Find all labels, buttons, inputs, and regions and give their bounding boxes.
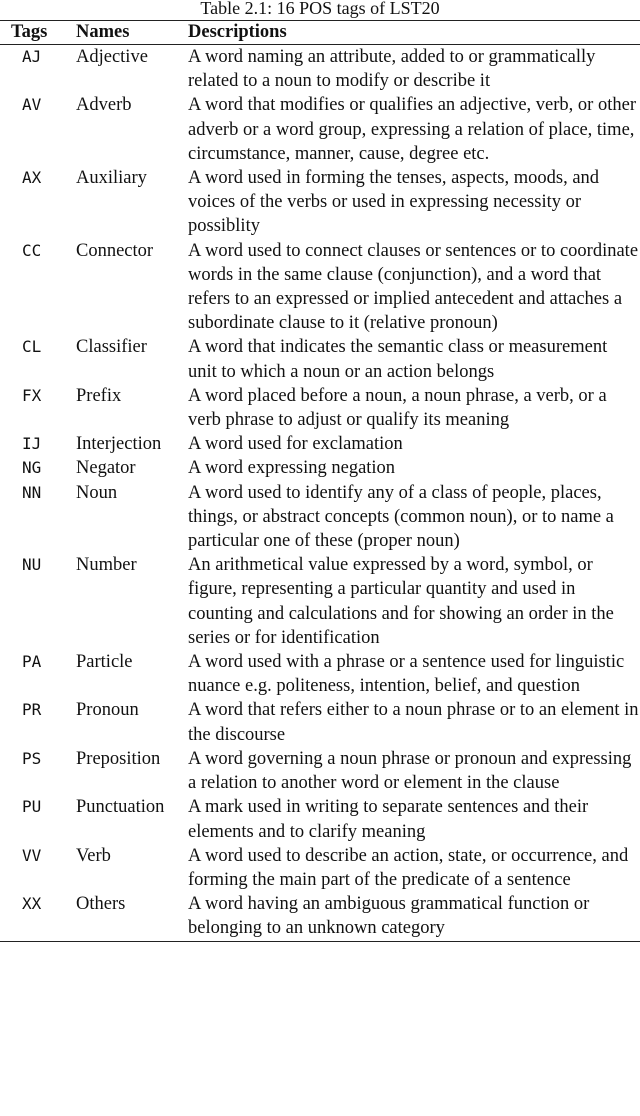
name-cell: Pronoun: [76, 700, 139, 721]
name-cell: Adverb: [76, 95, 132, 116]
desc-cell: A word used in forming the tenses, aspects, moods, and voices of the verbs or used in expressing necessity or possiblity: [188, 168, 600, 237]
tag-cell: VV: [22, 845, 42, 865]
tag-cell: XX: [22, 894, 42, 914]
name-cell: Adjective: [76, 47, 148, 67]
desc-cell: A word used to identify any of a class of people, places, things, or abstract concepts (common noun), or to name a particular one of these (proper noun): [188, 482, 614, 552]
desc-cell: A mark used in writing to separate sentences and their elements and to clarify meaning: [188, 797, 589, 842]
table-row: [0, 456, 640, 480]
header-names: Names: [76, 22, 130, 42]
table-row: [0, 892, 640, 941]
tag-cell: CL: [22, 337, 42, 357]
tag-cell: PS: [22, 748, 42, 768]
desc-cell: A word used to connect clauses or sentences or to coordinate words in the same clause (conjunction), and a word that refers to an expressed or implied antecedent and attaches a subordinate clause to it (relative pronoun): [188, 240, 639, 334]
table-row: [0, 698, 640, 746]
name-cell: Noun: [76, 482, 118, 503]
desc-cell: A word placed before a noun, a noun phrase, a verb, or a verb phrase to adjust or qualify its meaning: [188, 385, 607, 431]
desc-cell: A word used for exclamation: [188, 434, 403, 455]
name-cell: Verb: [76, 845, 111, 866]
name-cell: Others: [76, 894, 126, 915]
table-row: [0, 795, 640, 843]
name-cell: Negator: [76, 458, 136, 479]
name-cell: Prefix: [76, 385, 122, 406]
header-tags: Tags: [11, 22, 48, 42]
table-header-row: [0, 21, 640, 45]
table-row: [0, 93, 640, 166]
tag-cell: NG: [22, 458, 42, 478]
tag-cell: NN: [22, 482, 42, 502]
tag-cell: PA: [22, 652, 42, 672]
tag-cell: FX: [22, 385, 42, 405]
tag-cell: IJ: [22, 434, 42, 454]
name-cell: Interjection: [76, 434, 162, 455]
table-row: [0, 335, 640, 383]
table-caption: Table 2.1: 16 POS tags of LST20: [200, 0, 440, 18]
tag-cell: PR: [22, 700, 42, 720]
pos-tags-table: [0, 20, 640, 942]
table-row: [0, 432, 640, 456]
table-row: [0, 553, 640, 650]
tag-cell: NU: [22, 555, 42, 575]
table-row: [0, 650, 640, 698]
desc-cell: A word naming an attribute, added to or grammatically related to a noun to modify or describe it: [188, 47, 596, 92]
tag-cell: PU: [22, 797, 42, 817]
tag-cell: AX: [22, 168, 42, 188]
table-row: [0, 166, 640, 239]
desc-cell: A word having an ambiguous grammatical function or belonging to an unknown category: [188, 894, 590, 939]
header-descriptions: Descriptions: [188, 22, 287, 42]
name-cell: Classifier: [76, 337, 147, 358]
name-cell: Preposition: [76, 748, 161, 769]
desc-cell: A word that refers either to a noun phrase or to an element in the discourse: [188, 700, 639, 745]
table-row: [0, 45, 640, 94]
desc-cell: A word used to describe an action, state, or occurrence, and forming the main part of the predicate of a sentence: [188, 845, 629, 890]
name-cell: Number: [76, 555, 137, 576]
name-cell: Punctuation: [76, 797, 165, 818]
desc-cell: A word governing a noun phrase or pronoun and expressing a relation to another word or element in the clause: [188, 748, 632, 794]
desc-cell: A word that modifies or qualifies an adjective, verb, or other adverb or a word group, expressing a relation of place, time, circumstance, manner, cause, degree etc.: [188, 95, 636, 164]
table-row: [0, 844, 640, 892]
table-row: [0, 481, 640, 554]
table-row: [0, 239, 640, 336]
name-cell: Particle: [76, 652, 133, 673]
desc-cell: An arithmetical value expressed by a word, symbol, or figure, representing a particular quantity and used in counting and calculations and for showing an order in the series or for identification: [188, 555, 614, 648]
desc-cell: A word used with a phrase or a sentence used for linguistic nuance e.g. politeness, intention, belief, and question: [188, 652, 625, 697]
table-row: [0, 747, 640, 795]
tag-cell: AJ: [22, 47, 42, 66]
table-row: [0, 384, 640, 432]
desc-cell: A word that indicates the semantic class or measurement unit to which a noun or an action belongs: [188, 337, 608, 382]
name-cell: Connector: [76, 240, 154, 261]
name-cell: Auxiliary: [76, 168, 147, 189]
desc-cell: A word expressing negation: [188, 458, 396, 479]
tag-cell: CC: [22, 240, 42, 260]
tag-cell: AV: [22, 95, 42, 115]
